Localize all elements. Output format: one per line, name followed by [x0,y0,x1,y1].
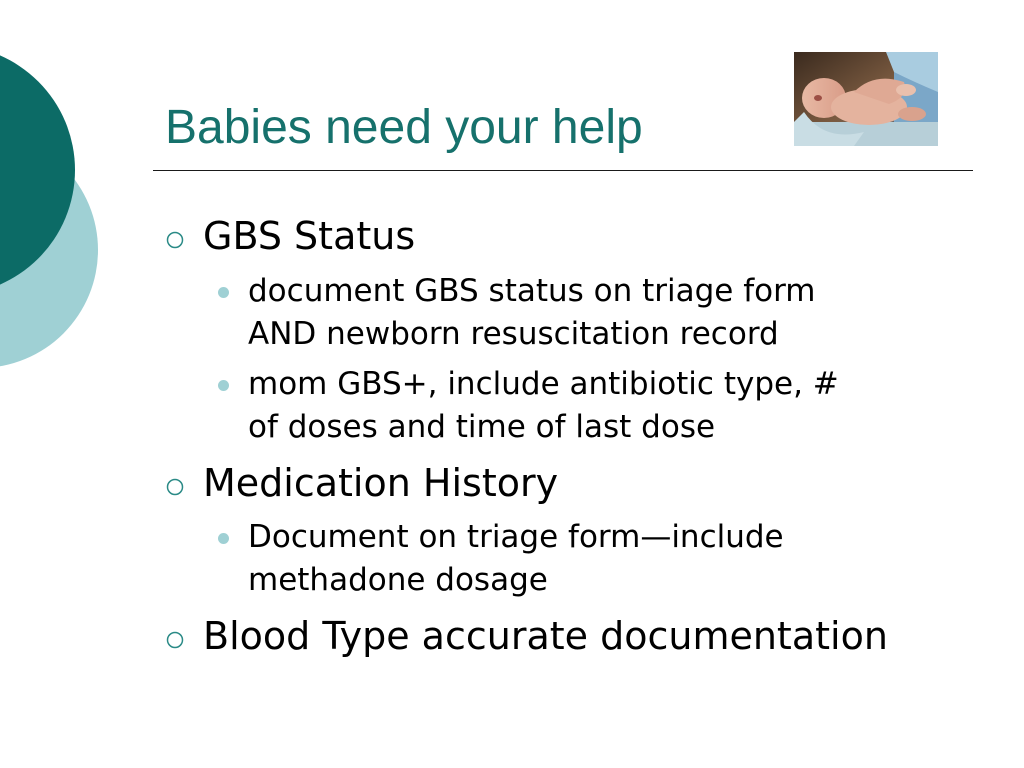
bullet-blood-type: Blood Type accurate documentation [203,614,888,658]
subbullet-line: of doses and time of last dose [248,409,716,445]
subbullet-line: AND newborn resuscitation record [248,316,779,352]
subbullet-line: mom GBS+, include antibiotic type, # [248,366,839,402]
dot-bullet-icon [218,380,229,391]
dot-bullet-icon [218,533,229,544]
subbullet-document-gbs [248,270,968,356]
bullet-gbs-status: GBS Status [203,214,416,258]
subbullet-line: Document on triage form—include [248,519,784,555]
subbullet-mom-gbs [248,363,968,449]
hollow-circle-bullet-icon [165,630,185,650]
subbullet-line: methadone dosage [248,562,548,598]
dot-bullet-icon [218,287,229,298]
hollow-circle-bullet-icon [165,230,185,250]
subbullet-document-triage [248,516,968,602]
subbullet-line: document GBS status on triage form [248,273,816,309]
slide-title: Babies need your help [165,101,643,154]
bullet-medication-history: Medication History [203,461,559,505]
hollow-circle-bullet-icon [165,477,185,497]
